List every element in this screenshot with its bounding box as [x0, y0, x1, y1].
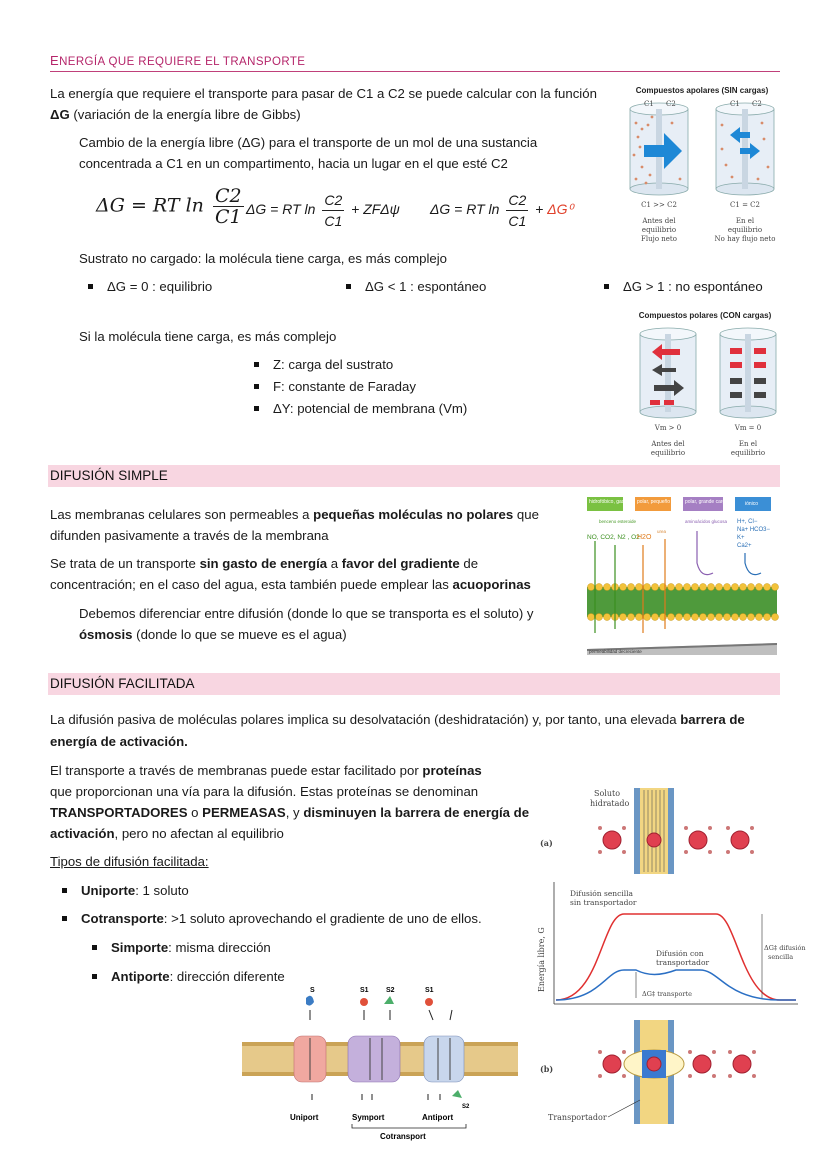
section-title-facilitada: DIFUSIÓN FACILITADA — [50, 676, 195, 691]
simple-p1-line2: difunden pasivamente a través de la membrana — [50, 528, 329, 543]
figure-cotransport — [240, 982, 520, 1147]
svg-text:(a): (a) — [540, 838, 553, 848]
svg-text:Antes del: Antes del — [642, 217, 676, 225]
sustrato-line: Sustrato no cargado: la molécula tiene carga, es más complejo — [79, 251, 447, 266]
section-rule — [50, 71, 780, 72]
bullet-equilibrio: ΔG = 0 : equilibrio — [88, 276, 212, 298]
svg-text:S1: S1 — [425, 987, 434, 994]
carga-line: Si la molécula tiene carga, es más complejo — [79, 329, 337, 344]
svg-text:Difusión con: Difusión con — [656, 949, 704, 958]
svg-text:Ca2+: Ca2+ — [737, 543, 752, 549]
svg-text:sencilla: sencilla — [768, 953, 794, 961]
svg-text:C1: C1 — [644, 100, 654, 108]
simple-p3-line1: Debemos diferenciar entre difusión (donde lo que se transporta es el soluto) y — [79, 606, 534, 621]
bullet-no-espontaneo: ΔG > 1 : no espontáneo — [604, 276, 763, 298]
facilitada-p2-line2: que proporcionan una vía para la difusión. Estas proteínas se denominan — [50, 784, 479, 799]
svg-text:hidratado: hidratado — [590, 799, 630, 808]
svg-text:(b): (b) — [540, 1064, 554, 1074]
svg-text:equilibrio: equilibrio — [641, 226, 677, 234]
section-bar-facilitada — [48, 673, 780, 695]
bullet-cotransporte: Cotransporte: >1 soluto aprovechando el gradiente de uno de ellos. — [62, 908, 482, 930]
svg-text:S: S — [310, 987, 315, 994]
svg-text:S2: S2 — [386, 987, 395, 994]
facilitada-p1-line1: La difusión pasiva de moléculas polares implica su desolvatación (deshidratación) y, por tanto, una elevada barrera de — [50, 712, 745, 727]
cambio-line-1: Cambio de la energía libre (ΔG) para el transporte de un mol de una sustancia — [79, 135, 538, 150]
svg-text:H+, Cl−: H+, Cl− — [737, 519, 758, 525]
sub-bullet-f: F: constante de Faraday — [254, 376, 416, 398]
svg-text:Transportador: Transportador — [548, 1113, 607, 1122]
lipid-bilayer — [587, 584, 779, 621]
svg-text:Flujo neto: Flujo neto — [641, 235, 677, 243]
sub-bullet-z: Z: carga del sustrato — [254, 354, 393, 376]
facilitada-p1-line2: energía de activación. — [50, 734, 188, 749]
section-title-energia: ENERGÍA QUE REQUIERE EL TRANSPORTE — [50, 53, 306, 68]
bullet-espontaneo: ΔG < 1 : espontáneo — [346, 276, 486, 298]
simple-p1-line1: Las membranas celulares son permeables a pequeñas moléculas no polares que — [50, 507, 539, 522]
facilitada-p2-line4: activación, pero no afectan al equilibrio — [50, 826, 284, 841]
svg-text:S2: S2 — [462, 1104, 470, 1110]
svg-text:Soluto: Soluto — [594, 789, 621, 798]
intro-line-1: La energía que requiere el transporte para pasar de C1 a C2 se puede calcular con la función — [50, 86, 597, 101]
figure-permeabilidad-drawing — [585, 493, 780, 663]
svg-text:equilibrio: equilibrio — [650, 449, 686, 457]
svg-text:En el: En el — [735, 217, 755, 225]
figure-apolar — [622, 86, 782, 246]
svg-text:polar, grande cargado: polar, grande cargado — [685, 499, 734, 505]
figure-energia-barrera — [530, 782, 806, 1132]
svg-text:Energía libre, G: Energía libre, G — [537, 927, 546, 992]
svg-text:permeabilidad decreciente: permeabilidad decreciente — [589, 649, 642, 654]
section-title-simple: DIFUSIÓN SIMPLE — [50, 468, 168, 483]
svg-text:C1 = C2: C1 = C2 — [730, 201, 760, 209]
svg-text:equilibrio: equilibrio — [727, 226, 763, 234]
svg-text:K+: K+ — [737, 535, 745, 541]
intro-line-2: ΔG (variación de la energía libre de Gibbs) — [50, 107, 301, 122]
figure-apolar-title: Compuestos apolares (SIN cargas) — [635, 86, 769, 95]
svg-text:C1 >> C2: C1 >> C2 — [641, 201, 677, 209]
svg-text:No hay flujo neto: No hay flujo neto — [714, 235, 776, 243]
svg-text:Antes del: Antes del — [651, 440, 685, 448]
svg-text:En el: En el — [738, 440, 758, 448]
svg-text:equilibrio: equilibrio — [730, 449, 766, 457]
svg-text:C2: C2 — [752, 100, 762, 108]
simple-p3-line2: ósmosis (donde lo que se mueve es el agua) — [79, 627, 347, 642]
svg-text:benceno esteroide: benceno esteroide — [599, 519, 637, 524]
bullet-antiporte: Antiporte: dirección diferente — [92, 966, 285, 988]
svg-text:Vm = 0: Vm = 0 — [734, 424, 762, 432]
tipos-heading: Tipos de difusión facilitada: — [50, 854, 209, 869]
formula-gibbs-1: ΔG = RT ln $\frac{C2}{C1}$ — [96, 185, 242, 228]
svg-text:C1: C1 — [730, 100, 740, 108]
figure-permeabilidad — [585, 493, 780, 663]
svg-text:ΔG‡ transporte: ΔG‡ transporte — [642, 990, 692, 998]
section-bar-simple — [48, 465, 780, 487]
formula-gibbs-3: ΔG = RT ln $\frac{C2}{C1}$ + ΔG⁰ — [430, 192, 574, 229]
svg-text:Vm > 0: Vm > 0 — [654, 424, 682, 432]
figure-polar-title: Compuestos polares (CON cargas) — [638, 311, 772, 320]
figure-apolar-drawing — [622, 95, 782, 245]
svg-text:Cotransport: Cotransport — [380, 1132, 426, 1141]
svg-text:iónico: iónico — [745, 501, 759, 507]
facilitada-p2-line3: TRANSPORTADORES o PERMEASAS, y disminuyen la barrera de energía de — [50, 805, 530, 820]
svg-text:urea: urea — [657, 529, 667, 534]
svg-text:transportador: transportador — [656, 958, 710, 967]
svg-text:ΔG‡ difusión: ΔG‡ difusión — [764, 944, 806, 952]
svg-text:Difusión sencilla: Difusión sencilla — [570, 889, 633, 898]
simple-p2-line2: concentración; en el caso del agua, esta también puede emplear las acuoporinas — [50, 577, 531, 592]
figure-polar — [630, 311, 780, 461]
facilitada-p2-line1: El transporte a través de membranas puede estar facilitado por proteínas — [50, 763, 482, 778]
sub-bullet-y: ΔY: potencial de membrana (Vm) — [254, 398, 467, 420]
figure-polar-drawing — [630, 320, 780, 460]
svg-text:C2: C2 — [666, 100, 676, 108]
figure-cotransport-drawing — [240, 982, 520, 1147]
svg-text:H2O: H2O — [637, 534, 652, 541]
cambio-line-2: concentrada a C1 en un compartimento, hacia un lugar en el que esté C2 — [79, 156, 508, 171]
bullet-simporte: Simporte: misma dirección — [92, 937, 271, 959]
bullet-uniporte: Uniporte: 1 soluto — [62, 880, 189, 902]
svg-text:polar, pequeño: polar, pequeño — [637, 499, 671, 505]
figure-energia-barrera-drawing — [530, 782, 806, 1132]
svg-text:aminoácidos glucosa: aminoácidos glucosa — [685, 519, 728, 524]
svg-text:S1: S1 — [360, 987, 369, 994]
svg-text:Symport: Symport — [352, 1113, 385, 1122]
svg-text:Antiport: Antiport — [422, 1113, 454, 1122]
svg-text:Uniport: Uniport — [290, 1113, 319, 1122]
formula-gibbs-2: ΔG = RT ln $\frac{C2}{C1}$ + ZFΔψ — [246, 192, 400, 229]
simple-p2-line1: Se trata de un transporte sin gasto de energía a favor del gradiente de — [50, 556, 479, 571]
svg-text:NO, CO2, N2 , O2: NO, CO2, N2 , O2 — [587, 534, 640, 541]
svg-text:sin transportador: sin transportador — [570, 898, 637, 907]
svg-text:Na+ HCO3−: Na+ HCO3− — [737, 527, 771, 533]
svg-text:hidrofóbico, gas: hidrofóbico, gas — [589, 499, 625, 505]
